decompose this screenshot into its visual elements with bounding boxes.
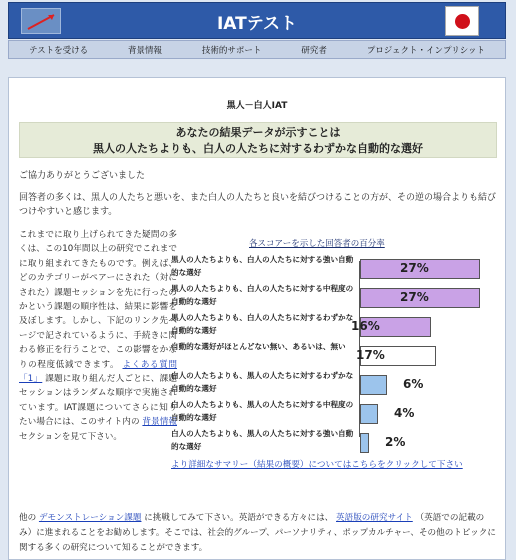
chart-category-label: 自動的な選好がほとんどない無い、あるいは、無い bbox=[171, 342, 346, 351]
result-box bbox=[19, 122, 497, 158]
faq-link[interactable]: よくある質問「1」 bbox=[19, 359, 177, 385]
iat-name: 黒人－白人IAT bbox=[226, 101, 288, 111]
chart-value-label: 4% bbox=[394, 406, 415, 420]
background-link[interactable]: 背景情報 bbox=[142, 417, 177, 428]
chart-title: 各スコアーを示した回答者の百分率 bbox=[249, 239, 385, 249]
footer-text bbox=[19, 511, 497, 556]
footer-part-c: （英語での記載のみ）に進まれることをお勧めします。そこでは、社会的グループ、パーソナリティ、ポップカルチャー、その他のトピックに関する多くの研究について知ることができます。 bbox=[19, 513, 496, 553]
chart-value-label: 6% bbox=[403, 377, 424, 391]
intro-text: 回答者の多くは、黒人の人たちと悪いを、また白人の人たちと良いを結びつけることの方が、その逆の場合よりも結びつけやすいと感じます。 bbox=[19, 193, 497, 217]
content-panel bbox=[8, 77, 506, 560]
footer-part-b: に挑戦してみて下さい。英語ができる方々には、 bbox=[144, 513, 334, 523]
nav-background[interactable]: 背景情報 bbox=[128, 45, 163, 56]
chart-value-label: 16% bbox=[351, 319, 380, 333]
detailed-summary-link[interactable]: より詳細なサマリー（結果の概要）についてはこちらをクリックして下さい bbox=[171, 460, 463, 470]
chart-category-label: 白人の人たちよりも、黒人の人たちに対する中程度の自動的な選好 bbox=[171, 400, 354, 422]
nav-researchers[interactable]: 研究者 bbox=[301, 45, 327, 56]
chart-value-label: 27% bbox=[400, 261, 429, 275]
explanation-part-a: これまでに取り上げられてきた疑問の多くは、この10年間以上の研究でこれまでに取り組まれてきたものです。例えば、どのカテゴリーがペアーにされた（対にされた）課題セッションを先に行ったのかという課題の順序性は、結果に影響を及ぼします。しかし、下記のリンク先ページで記されているように、手続きに関わる修正を行うことで、この影響をかなりの程度低減できます。 bbox=[19, 230, 177, 370]
explanation-part-c: セクションを見て下さい。 bbox=[19, 431, 122, 442]
chart-bar bbox=[360, 404, 378, 424]
chart-category-label: 黒人の人たちよりも、白人の人たちに対するわずかな自動的な選好 bbox=[171, 313, 354, 335]
chart-category-label: 白人の人たちよりも、黒人の人たちに対するわずかな自動的な選好 bbox=[171, 371, 354, 393]
chart-category-label: 黒人の人たちよりも、白人の人たちに対する強い自動的な選好 bbox=[171, 255, 354, 277]
chart-bar bbox=[360, 433, 369, 453]
chart-value-label: 2% bbox=[385, 435, 406, 449]
chart-category-label: 黒人の人たちよりも、白人の人たちに対する中程度の自動的な選好 bbox=[171, 284, 354, 306]
english-site-link[interactable]: 英語版の研究サイト bbox=[336, 513, 413, 523]
nav-bar bbox=[8, 40, 506, 59]
explanation-text bbox=[19, 228, 177, 444]
demo-tasks-link[interactable]: デモンストレーション課題 bbox=[38, 513, 142, 523]
nav-take-test[interactable]: テストを受ける bbox=[28, 45, 89, 56]
chart-value-label: 27% bbox=[400, 290, 429, 304]
chart-bar bbox=[360, 375, 387, 395]
chart-category-label: 白人の人たちよりも、黒人の人たちに対する強い自動的な選好 bbox=[171, 429, 354, 451]
result-line-2: 黒人の人たちよりも、白人の人たちに対するわずかな自動的な選好 bbox=[93, 142, 423, 155]
explanation-part-b: 課題に取り組んだ人ごとに、課題セッションはランダムな順序で実施されています。IAT課題についてさらに知りたい場合には、このサイト内の bbox=[19, 374, 177, 428]
thanks-text: ご協力ありがとうございました bbox=[19, 171, 146, 181]
result-line-1: あなたの結果データが示すことは bbox=[175, 126, 341, 139]
japan-flag-icon[interactable] bbox=[445, 6, 479, 36]
site-header bbox=[8, 2, 506, 39]
nav-tech-support[interactable]: 技術的サポート bbox=[201, 45, 262, 56]
footer-part-a: 他の bbox=[19, 513, 37, 523]
chart-value-label: 17% bbox=[356, 348, 385, 362]
nav-project-implicit[interactable]: プロジェクト・インプリシット bbox=[366, 45, 486, 56]
app-title: IATテスト bbox=[216, 14, 298, 34]
